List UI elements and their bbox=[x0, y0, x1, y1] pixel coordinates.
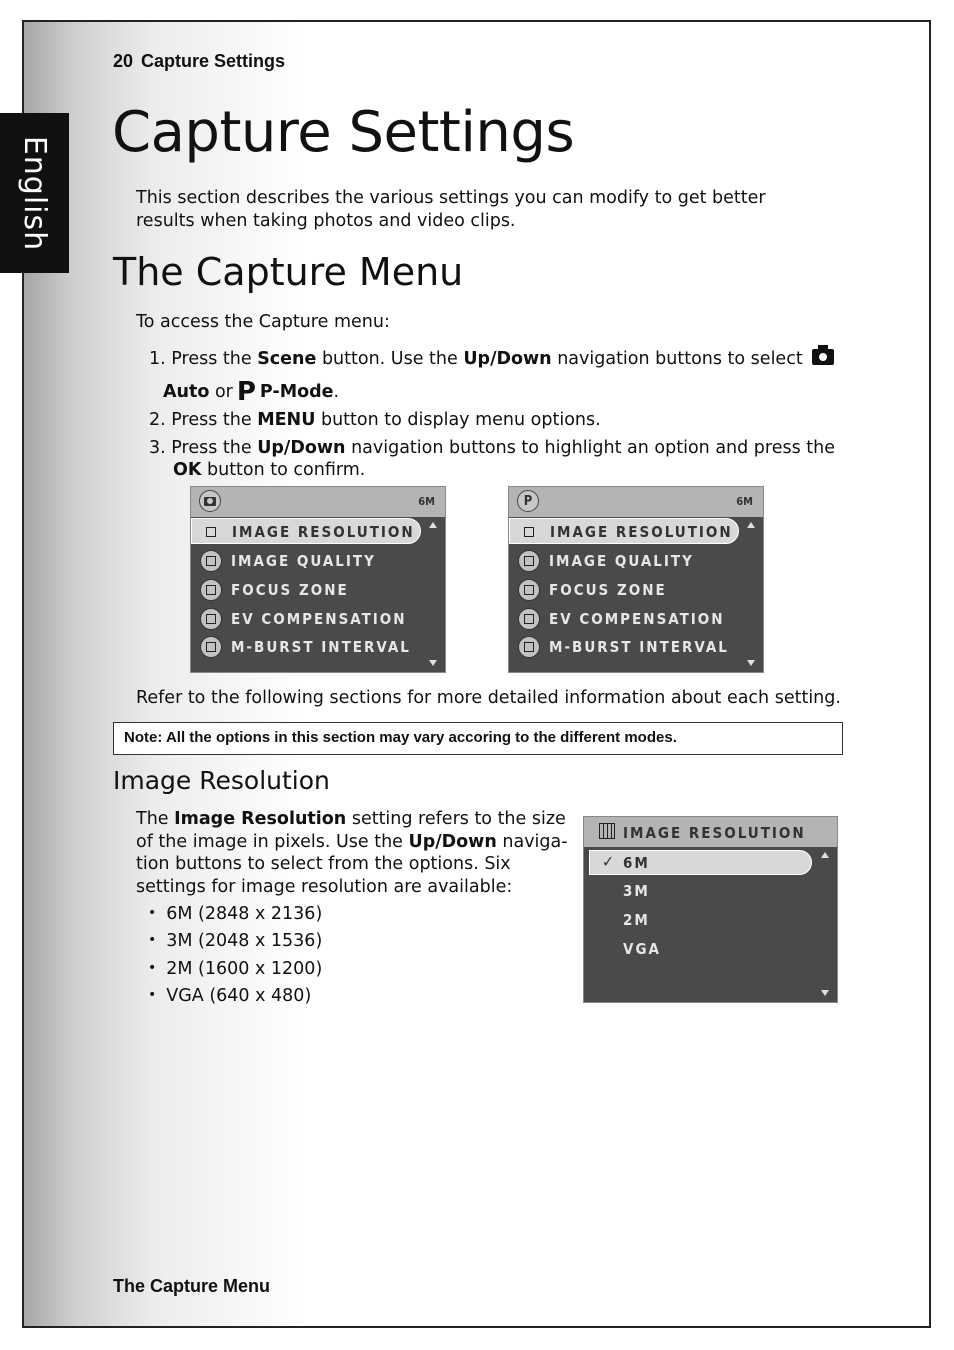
resolution-list bbox=[148, 904, 322, 1013]
para-text: naviga-tion buttons to select from the options. Six settings for image resolution are available: bbox=[136, 831, 568, 897]
option-3m: 3M bbox=[623, 882, 650, 900]
subheading-image-resolution: Image Resolution bbox=[113, 766, 330, 795]
quality-icon bbox=[518, 550, 540, 572]
image-resolution-paragraph bbox=[136, 808, 574, 898]
step-3-cont bbox=[173, 459, 365, 482]
camera-menu-screen-auto bbox=[190, 486, 446, 673]
note-box: Note: All the options in this section may vary accoring to the different modes. bbox=[113, 722, 843, 755]
check-icon: ✓ bbox=[602, 852, 615, 871]
intro-paragraph: This section describes the various settings you can modify to get better results when taking photos and video clips. bbox=[136, 188, 766, 231]
para-text: setting refers to the size of the image in pixels. Use the bbox=[136, 809, 566, 852]
camera-resolution-screen bbox=[583, 816, 838, 1003]
step-keyword: Up/Down bbox=[463, 349, 552, 369]
resolution-badge: 6M bbox=[418, 495, 435, 508]
menu-item-label: EV COMPENSATION bbox=[549, 610, 725, 628]
submenu-title: IMAGE RESOLUTION bbox=[623, 824, 806, 842]
burst-icon bbox=[518, 636, 540, 658]
menu-item-label: M-BURST INTERVAL bbox=[549, 638, 729, 656]
step-keyword: OK bbox=[173, 460, 202, 480]
step-text: Press the bbox=[171, 349, 258, 369]
access-text: To access the Capture menu: bbox=[136, 312, 390, 332]
menu-item-image-quality bbox=[509, 547, 739, 573]
step-keyword: P-Mode bbox=[259, 382, 334, 402]
step-text: navigation buttons to select bbox=[551, 349, 803, 369]
scroll-up-icon bbox=[821, 852, 829, 858]
menu-item-focus-zone bbox=[509, 576, 739, 602]
step-number: 1. bbox=[149, 349, 166, 369]
focus-icon bbox=[518, 579, 540, 601]
screen-top-bar bbox=[584, 817, 837, 847]
step-2 bbox=[149, 409, 601, 432]
step-text: navigation buttons to highlight an option and press the bbox=[345, 438, 836, 458]
step-text: Press the bbox=[171, 410, 258, 430]
resolution-badge: 6M bbox=[736, 495, 753, 508]
quality-icon bbox=[200, 550, 222, 572]
step-keyword: MENU bbox=[257, 410, 316, 430]
menu-item-label: IMAGE RESOLUTION bbox=[232, 523, 415, 541]
list-item: • 3M (2048 x 1536) bbox=[148, 931, 322, 958]
menu-item-label: FOCUS ZONE bbox=[231, 581, 349, 599]
screen-top-bar bbox=[191, 487, 445, 517]
p-mode-icon: P bbox=[517, 490, 539, 512]
camera-icon bbox=[812, 349, 834, 365]
scroll-down-icon bbox=[747, 660, 755, 666]
menu-item-ev-compensation bbox=[509, 605, 739, 631]
step-text: or bbox=[209, 382, 233, 402]
section-heading: The Capture Menu bbox=[113, 250, 464, 294]
list-item: • VGA (640 x 480) bbox=[148, 986, 322, 1013]
menu-item-image-resolution bbox=[509, 518, 739, 544]
scroll-up-icon bbox=[747, 522, 755, 528]
step-3 bbox=[149, 437, 839, 460]
step-keyword: Up/Down bbox=[257, 438, 346, 458]
option-label: 6M bbox=[623, 854, 650, 872]
focus-icon bbox=[200, 579, 222, 601]
scroll-down-icon bbox=[821, 990, 829, 996]
list-item: • 6M (2848 x 2136) bbox=[148, 904, 322, 931]
burst-icon bbox=[200, 636, 222, 658]
step-text: button to confirm. bbox=[201, 460, 366, 480]
para-keyword: Up/Down bbox=[408, 831, 497, 852]
option-vga: VGA bbox=[623, 940, 661, 958]
step-keyword: Auto bbox=[163, 382, 210, 402]
step-keyword: Scene bbox=[257, 349, 317, 369]
step-1-cont bbox=[163, 377, 340, 407]
menu-item-m-burst-interval bbox=[191, 633, 421, 659]
option-2m: 2M bbox=[623, 911, 650, 929]
camera-menu-screen-pmode bbox=[508, 486, 764, 673]
running-header bbox=[113, 51, 285, 72]
step-text: Press the bbox=[171, 438, 258, 458]
para-keyword: Image Resolution bbox=[174, 809, 347, 829]
para-text: The bbox=[136, 809, 175, 829]
menu-item-label: IMAGE QUALITY bbox=[231, 552, 376, 570]
menu-item-image-resolution bbox=[191, 518, 421, 544]
step-text: . bbox=[333, 382, 340, 402]
step-number: 2. bbox=[149, 410, 166, 430]
camera-mode-icon bbox=[199, 490, 221, 512]
menu-item-m-burst-interval bbox=[509, 633, 739, 659]
menu-item-ev-compensation bbox=[191, 605, 421, 631]
step-text: button to display menu options. bbox=[315, 410, 601, 430]
refer-text: Refer to the following sections for more detailed information about each setting. bbox=[136, 688, 841, 708]
list-item: • 2M (1600 x 1200) bbox=[148, 959, 322, 986]
p-mode-icon: P bbox=[236, 377, 256, 407]
menu-item-label: IMAGE QUALITY bbox=[549, 552, 694, 570]
scroll-down-icon bbox=[429, 660, 437, 666]
menu-item-label: IMAGE RESOLUTION bbox=[550, 523, 733, 541]
menu-item-label: EV COMPENSATION bbox=[231, 610, 407, 628]
grid-icon bbox=[519, 522, 541, 544]
step-text: button. Use the bbox=[316, 349, 464, 369]
page-title: Capture Settings bbox=[112, 100, 575, 165]
menu-item-label: M-BURST INTERVAL bbox=[231, 638, 411, 656]
option-6m-selected bbox=[589, 850, 812, 875]
scroll-up-icon bbox=[429, 522, 437, 528]
ev-icon bbox=[518, 608, 540, 630]
grid-icon bbox=[599, 823, 615, 839]
menu-item-image-quality bbox=[191, 547, 421, 573]
ev-icon bbox=[200, 608, 222, 630]
step-1 bbox=[149, 348, 834, 371]
menu-item-focus-zone bbox=[191, 576, 421, 602]
step-number: 3. bbox=[149, 438, 166, 458]
menu-item-label: FOCUS ZONE bbox=[549, 581, 667, 599]
screen-top-bar bbox=[509, 487, 763, 517]
language-tab bbox=[0, 113, 69, 273]
header-section: Capture Settings bbox=[141, 51, 286, 71]
language-label: English bbox=[17, 135, 53, 251]
page-number: 20 bbox=[113, 51, 134, 71]
running-footer: The Capture Menu bbox=[113, 1276, 271, 1296]
grid-icon bbox=[201, 522, 223, 544]
